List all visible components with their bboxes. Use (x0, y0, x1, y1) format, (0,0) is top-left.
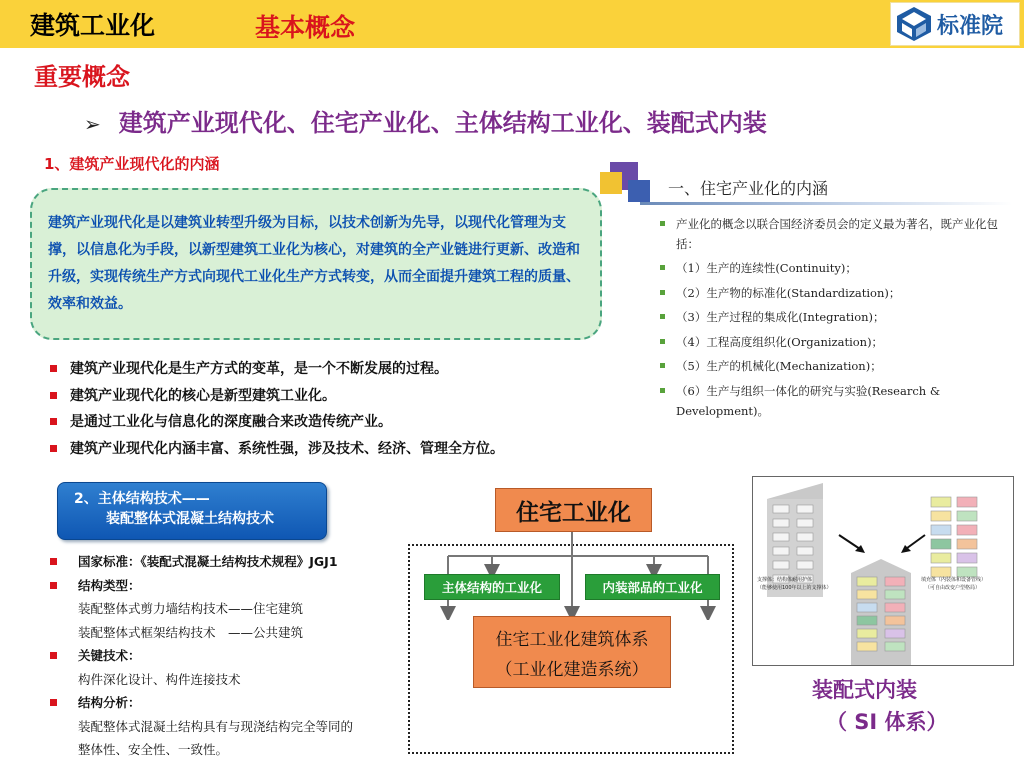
list-item: 建筑产业现代化的核心是新型建筑工业化。 (50, 383, 504, 410)
square-bullet-icon (50, 699, 57, 706)
list-item: （6）生产与组织一体化的研究与实验(Research & Development)。 (660, 379, 1016, 423)
si-left-caption2: （能够使用100年以上的支撑体） (757, 585, 832, 591)
square-bullet-icon (660, 314, 665, 319)
list-item: 结构分析： (50, 691, 353, 715)
square-bullet-icon (660, 339, 665, 344)
definition-text: 建筑产业现代化是以建筑业转型升级为目标，以技术创新为先导，以现代化管理为支撑，以信息化为手段，以新型建筑工业化为核心，对建筑的全产业链进行更新、改造和升级，实现传统生产方式向现代工业化生产方式转变，从而全面提升建筑工程的质量、效率和效益。 (48, 215, 580, 312)
si-left-caption: 支撑体：结构体耐用护体 (757, 577, 813, 583)
si-diagram (752, 476, 1014, 666)
divider (640, 202, 1012, 205)
important-title: 重要概念 (34, 63, 130, 91)
list-item: 装配整体式混凝土结构具有与现浇结构完全等同的 (78, 718, 354, 734)
header-brand: 建筑工业化 (30, 11, 156, 40)
list-item: 建筑产业现代化是生产方式的变革，是一个不断发展的过程。 (50, 356, 504, 383)
si-right-caption2: （可自由改变户型格局） (925, 585, 981, 591)
list-item: （2）生产物的标准化(Standardization)； (660, 281, 1016, 306)
section2-tab-line2: 装配整体式混凝土结构技术 (106, 511, 274, 527)
list-item: 建筑产业现代化内涵丰富、系统性强，涉及技术、经济、管理全方位。 (50, 436, 504, 463)
list-item: （5）生产的机械化(Mechanization)； (660, 354, 1016, 379)
list-item: 关键技术： (50, 644, 353, 668)
org-node-right: 内装部品的工业化 (585, 574, 720, 600)
housing-panel-list (660, 212, 1016, 423)
org-node-bottom-line1: 住宅工业化建筑体系 (495, 630, 649, 650)
logo-text: 标准院 (937, 13, 1004, 39)
org-node-left: 主体结构的工业化 (424, 574, 560, 600)
square-bullet-icon (50, 365, 57, 372)
arrow-bullet-icon: ➢ (84, 112, 101, 136)
org-node-bottom (473, 616, 671, 688)
square-bullet-icon (50, 558, 57, 565)
square-bullet-icon (50, 445, 57, 452)
housing-panel-title: 一、住宅产业化的内涵 (668, 179, 829, 198)
square-bullet-icon (660, 363, 665, 368)
si-building-illustration (753, 477, 1013, 665)
square-bullet-icon (660, 388, 665, 393)
org-node-top: 住宅工业化 (495, 488, 652, 532)
list-item: 装配整体式框架结构技术 ——公共建筑 (78, 624, 304, 640)
square-bullet-icon (660, 221, 665, 226)
si-right-caption: 填充体（内装体和设备管线） (921, 577, 987, 583)
list-item: 是通过工业化与信息化的深度融合来改造传统产业。 (50, 409, 504, 436)
square-bullet-icon (50, 652, 57, 659)
list-item: （4）工程高度组织化(Organization)； (660, 330, 1016, 355)
list-item: （1）生产的连续性(Continuity)； (660, 256, 1016, 281)
list-item: 产业化的概念以联合国经济委员会的定义最为著名，既产业化包括： (660, 212, 1016, 256)
list-item: 构件深化设计、构件连接技术 (78, 671, 241, 687)
list-item: 装配整体式剪力墙结构技术——住宅建筑 (78, 601, 304, 616)
square-bullet-icon (660, 290, 665, 295)
logo-hexagon-icon (895, 6, 933, 42)
org-node-bottom-line2: （工业化建造系统） (495, 660, 649, 680)
list-item: 国家标准：《装配式混凝土结构技术规程》JGJ1 (50, 550, 353, 574)
section2-list (50, 550, 353, 762)
square-bullet-icon (50, 418, 57, 425)
section2-tab (57, 482, 327, 540)
headline (84, 103, 767, 138)
si-label-sub: （ SI 体系） (826, 710, 948, 734)
list-item: （3）生产过程的集成化(Integration)； (660, 305, 1016, 330)
header-bar (0, 0, 1024, 48)
list-item: 结构类型： (50, 574, 353, 598)
section1-title: 1、建筑产业现代化的内涵 (44, 155, 220, 173)
si-label: 装配式内装 (812, 678, 917, 702)
square-bullet-icon (50, 582, 57, 589)
logo (890, 2, 1020, 46)
section1-bullet-list (50, 356, 504, 462)
square-bullet-icon (660, 265, 665, 270)
headline-text: 建筑产业现代化、住宅产业化、主体结构工业化、装配式内装 (118, 109, 767, 137)
definition-box (30, 188, 602, 340)
section2-tab-line1: 2、主体结构技术—— (74, 491, 210, 507)
square-bullet-icon (50, 392, 57, 399)
header-topic: 基本概念 (255, 13, 356, 42)
list-item: 整体性、安全性、一致性。 (78, 742, 229, 757)
